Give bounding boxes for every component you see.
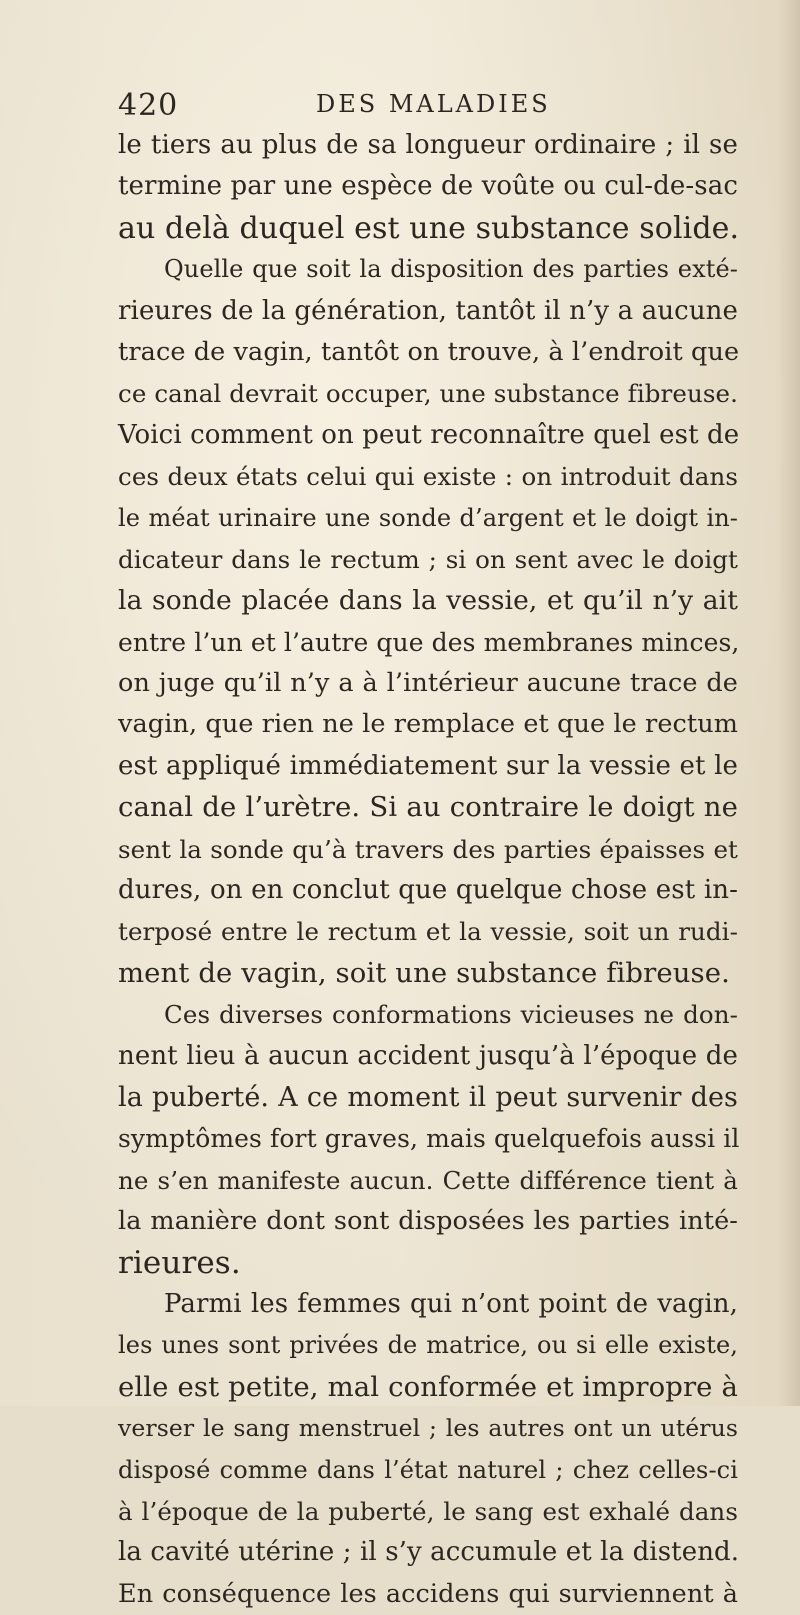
text-line: est appliqué immédiatement sur la vessie et le [118,750,738,781]
text-line: terposé entre le rectum et la vessie, soit un rudi- [118,917,738,947]
text-line: sent la sonde qu’à travers des parties épaisses et [118,834,738,864]
text-line: on juge qu’il n’y a à l’intérieur aucune trace de [118,668,738,699]
text-line: dicateur dans le rectum ; si on sent avec le doigt [118,544,738,574]
text-line: ces deux états celui qui existe : on introduit dans [118,462,738,492]
text-line: au delà duquel est une substance solide. [118,210,740,246]
text-line: Voici comment on peut reconnaître quel est de [118,419,740,450]
text-line: la sonde placée dans la vessie, et qu’il n’y ait [118,585,738,617]
page-header [118,88,738,128]
text-line: Parmi les femmes qui n’ont point de vagin, [164,1288,738,1319]
text-line: les unes sont privées de matrice, ou si elle existe, [118,1331,738,1360]
text-line: rieures de la génération, tantôt il n’y a aucune [118,295,738,326]
text-line: entre l’un et l’autre que des membranes minces, [118,627,740,657]
text-line: le méat urinaire une sonde d’argent et le doigt in- [118,503,738,532]
text-line: termine par une espèce de voûte ou cul-de-sac [118,171,738,202]
text-line: elle est petite, mal conformée et impropre à [118,1370,738,1403]
text-line: le tiers au plus de sa longueur ordinaire ; il se [118,130,738,160]
page-edge-shadow [778,0,800,1406]
text-line: la puberté. A ce moment il peut survenir des [118,1081,738,1113]
text-line: symptômes fort graves, mais quelquefois aussi il [118,1124,740,1154]
text-line: vagin, que rien ne le remplace et que le rectum [118,709,739,740]
text-line: ment de vagin, soit une substance fibreuse. [118,956,730,989]
text-line: ce canal devrait occuper, une substance fibreuse. [118,379,738,409]
text-line: Quelle que soit la disposition des parties exté- [164,255,738,284]
text-line: En conséquence les accidens qui surviennent à [118,1578,738,1609]
text-line: dures, on en conclut que quelque chose est in- [118,875,738,906]
text-line: à l’époque de la puberté, le sang est exhalé dans [118,1496,738,1526]
running-title: DES MALADIES [316,90,551,118]
text-line: trace de vagin, tantôt on trouve, à l’endroit que [118,336,740,367]
text-line: rieures. [118,1244,241,1281]
body-text [118,125,738,1615]
text-line: Ces diverses conformations vicieuses ne don- [164,1000,738,1030]
text-line: la cavité utérine ; il s’y accumule et la distend. [118,1537,740,1568]
text-line: ne s’en manifeste aucun. Cette différence tient à [118,1165,738,1195]
text-line: la manière dont sont disposées les parties inté- [118,1206,738,1237]
text-line: canal de l’urètre. Si au contraire le doigt ne [118,791,738,824]
text-line: disposé comme dans l’état naturel ; chez celles-ci [118,1455,738,1484]
page-number: 420 [118,88,179,123]
text-line: nent lieu à aucun accident jusqu’à l’époque de [118,1040,738,1071]
text-line: verser le sang menstruel ; les autres ont un utérus [118,1414,738,1443]
